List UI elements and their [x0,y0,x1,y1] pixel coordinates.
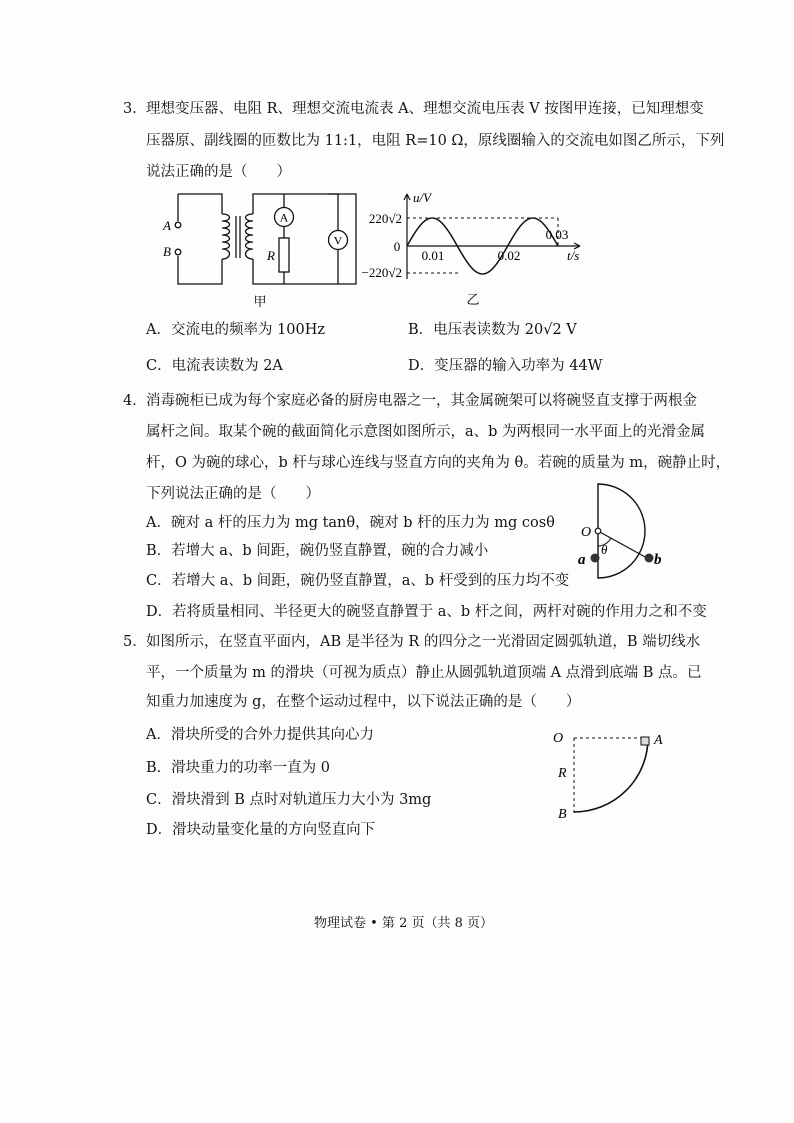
q3-y-top: 220√2 [368,211,402,226]
q3-circuit-figure [160,188,360,313]
q3-ammeter-label: A [279,210,289,225]
q3-label-a: A [163,218,171,233]
q4-rod-a [591,554,600,563]
q3-t1: 0.01 [421,248,445,263]
q3-caption-yi: 乙 [466,292,480,307]
q5-option-b: B．滑块重力的功率一直为 0 [146,760,330,776]
q3-primary-coil [222,214,230,259]
q3-caption-jia: 甲 [253,294,267,309]
q5-number: 5． [123,634,147,650]
q4-line-2: 属杆之间。取某个碗的截面简化示意图如图所示，a、b 为两根同一水平面上的光滑金属 [146,424,706,440]
q3-t2: 0.02 [497,248,521,263]
q3-voltmeter-label: V [333,233,343,248]
q3-primary-wire [178,194,222,284]
q4-line-4: 下列说法正确的是（ ） [146,486,320,502]
q5-line-1: 如图所示，在竖直平面内，AB 是半径为 R 的四分之一光滑固定圆弧轨道，B 端切线水 [146,634,701,650]
q3-option-d: D．变压器的输入功率为 44W [408,358,603,374]
q3-secondary-coil [246,214,254,259]
q3-y-bottom: −220√2 [361,265,402,280]
q5-label-a: A [654,733,663,748]
q4-label-b: b [654,552,662,568]
q4-option-c: C．若增大 a、b 间距，碗仍竖直静置，a、b 杆受到的压力均不变 [146,573,570,589]
q3-line-2: 压器原、副线圈的匝数比为 11:1，电阻 R=10 Ω，原线圈输入的交流电如图乙所示，下列 [146,133,725,149]
q3-terminal-b [175,249,181,255]
page-footer: 物理试卷 • 第 2 页（共 8 页） [314,916,494,931]
q4-label-a: a [578,552,586,568]
q5-line-2: 平，一个质量为 m 的滑块（可视为质点）静止从圆弧轨道顶端 A 点滑到底端 B 点。已 [146,665,702,681]
q4-option-d: D．若将质量相同、半径更大的碗竖直静置于 a、b 杆之间，两杆对碗的作用力之和不变 [146,604,707,620]
q3-origin: 0 [393,239,401,254]
q3-option-a: A．交流电的频率为 100Hz [146,322,326,338]
q3-ylabel: u/V [413,190,432,205]
q3-resistor [279,238,289,272]
q4-center-point [595,528,601,534]
q5-track-figure [548,724,688,829]
q4-label-o: O [581,525,592,540]
q5-option-c: C．滑块滑到 B 点时对轨道压力大小为 3mg [146,792,432,808]
q3-line-3: 说法正确的是（ ） [146,164,291,180]
q5-label-o: O [553,731,564,746]
q3-xlabel: t/s [567,248,580,263]
q3-terminal-a [175,222,181,228]
q4-line-1: 消毒碗柜已成为每个家庭必备的厨房电器之一，其金属碗架可以将碗竖直支撑于两根金 [146,393,697,409]
q4-option-a: A．碗对 a 杆的压力为 mg tanθ，碗对 b 杆的压力为 mg cosθ [146,515,555,531]
q3-label-r: R [267,248,275,263]
q4-bowl-figure [570,476,670,586]
q5-option-a: A．滑块所受的合外力提供其向心力 [146,727,374,743]
q3-option-c: C．电流表读数为 2A [146,358,283,374]
q3-label-b: B [163,244,171,259]
q5-option-d: D．滑块动量变化量的方向竖直向下 [146,822,376,838]
q5-arc-track [574,738,648,812]
q4-number: 4． [123,393,147,409]
q3-t3: 0.03 [545,227,569,242]
q5-label-b: B [558,807,567,822]
q4-line-3: 杆，O 为碗的球心，b 杆与球心连线与竖直方向的夹角为 θ。若碗的质量为 m，碗静止时， [146,455,731,471]
q4-bowl-outline [598,484,645,578]
q3-number: 3． [123,101,147,117]
q4-option-b: B．若增大 a、b 间距，碗仍竖直静置，碗的合力减小 [146,543,489,559]
q5-label-r: R [558,766,567,781]
q3-line-1: 理想变压器、电阻 R、理想交流电流表 A、理想交流电压表 V 按图甲连接，已知理想变 [146,101,704,117]
q3-waveform-figure [335,190,595,310]
q4-label-theta: θ [601,542,608,557]
q5-slider [641,737,649,745]
q3-option-b: B．电压表读数为 20√2 V [408,322,577,338]
q4-rod-b [645,554,654,563]
q5-line-3: 知重力加速度为 g，在整个运动过程中，以下说法正确的是（ ） [146,694,581,710]
